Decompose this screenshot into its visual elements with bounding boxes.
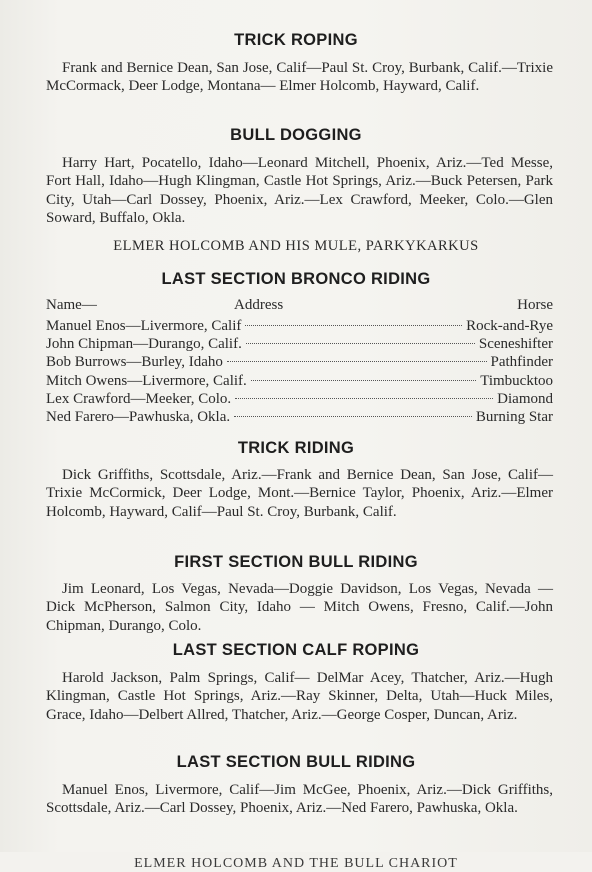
bull-dogging-entrants: Harry Hart, Pocatello, Idaho—Leonard Mitchell, Phoenix, Ariz.—Ted Messe, Fort Hall, Idaho—Hugh Klingman, Castle Hot Springs, Ariz.—Buck Petersen, Park City, Utah—Carl Dossey, Phoenix, Ariz.—Lex Crawford, Meeker, Colo.—Glen Soward, Buffalo, Okla. <box>46 155 553 226</box>
rider-name-address: Lex Crawford—Meeker, Colo. <box>46 390 232 407</box>
table-row <box>46 391 553 409</box>
dot-leader <box>245 325 462 326</box>
heading-bull-dogging: BULL DOGGING <box>230 126 362 144</box>
table-row <box>46 318 553 336</box>
heading-trick-roping: TRICK ROPING <box>234 31 358 49</box>
horse-name: Pathfinder <box>490 354 553 371</box>
column-header-horse: Horse <box>517 297 553 313</box>
trick-riding-entrants: Dick Griffiths, Scottsdale, Ariz.—Frank and Bernice Dean, San Jose, Calif—Trixie McCormick, Deer Lodge, Mont.—Bernice Taylor, Phoenix, Ariz.—Elmer Holcomb, Hayward, Calif—Paul St. Croy, Burbank, Calif. <box>46 467 553 520</box>
heading-last-section-calf-roping: LAST SECTION CALF ROPING <box>172 641 420 659</box>
last-bull-riding-entrants: Manuel Enos, Livermore, Calif—Jim McGee, Phoenix, Ariz.—Dick Griffiths, Scottsdale, Ariz.—Carl Dossey, Phoenix, Ariz.—Ned Farero, Pawhuska, Okla. <box>46 782 553 817</box>
table-row <box>46 373 553 391</box>
rider-name-address: Ned Farero—Pawhuska, Okla. <box>46 408 231 425</box>
rider-name-address: Bob Burrows—Burley, Idaho <box>46 354 223 371</box>
rider-name-address: Mitch Owens—Livermore, Calif. <box>46 372 247 389</box>
dot-leader <box>227 361 487 362</box>
dot-leader <box>251 380 476 381</box>
announcement-mule-act: ELMER HOLCOMB AND HIS MULE, PARKYKARKUS <box>113 238 479 254</box>
table-row <box>46 409 553 427</box>
column-header-address: Address <box>234 297 284 313</box>
trick-roping-entrants: Frank and Bernice Dean, San Jose, Calif—Paul St. Croy, Burbank, Calif.—Trixie McCormack, Deer Lodge, Montana— Elmer Holcomb, Hayward, Calif. <box>46 60 553 95</box>
first-bull-riding-entrants: Jim Leonard, Los Vegas, Nevada—Doggie Davidson, Los Vegas, Nevada — Dick McPherson, Salmon City, Idaho — Mitch Owens, Fresno, Calif.—John Chipman, Durango, Colo. <box>46 581 553 634</box>
table-row <box>46 354 553 372</box>
dot-leader <box>246 343 475 344</box>
horse-name: Burning Star <box>475 408 553 425</box>
column-header-name: Name— <box>46 297 97 313</box>
announcement-bull-chariot: ELMER HOLCOMB AND THE BULL CHARIOT <box>134 856 458 871</box>
heading-last-section-bronco-riding: LAST SECTION BRONCO RIDING <box>161 270 431 288</box>
horse-name: Diamond <box>497 390 553 407</box>
horse-name: Timbucktoo <box>480 372 553 389</box>
table-row <box>46 336 553 354</box>
dot-leader <box>235 398 493 399</box>
heading-trick-riding: TRICK RIDING <box>237 439 355 457</box>
table-header <box>46 297 553 318</box>
horse-name: Rock-and-Rye <box>466 318 553 334</box>
horse-name: Sceneshifter <box>478 336 553 353</box>
bronco-riding-table <box>46 297 553 427</box>
heading-last-section-bull-riding: LAST SECTION BULL RIDING <box>176 753 416 771</box>
rider-name-address: Manuel Enos—Livermore, Calif <box>46 318 242 334</box>
heading-first-section-bull-riding: FIRST SECTION BULL RIDING <box>174 553 418 571</box>
calf-roping-entrants: Harold Jackson, Palm Springs, Calif— DelMar Acey, Thatcher, Ariz.—Hugh Klingman, Castle Hot Springs, Ariz.—Ray Skinner, Delta, Utah—Huck Miles, Grace, Idaho—Delbert Allred, Thatcher, Ariz.—George Cosper, Duncan, Ariz. <box>46 670 553 723</box>
dot-leader <box>234 416 472 417</box>
rider-name-address: John Chipman—Durango, Calif. <box>46 336 242 353</box>
